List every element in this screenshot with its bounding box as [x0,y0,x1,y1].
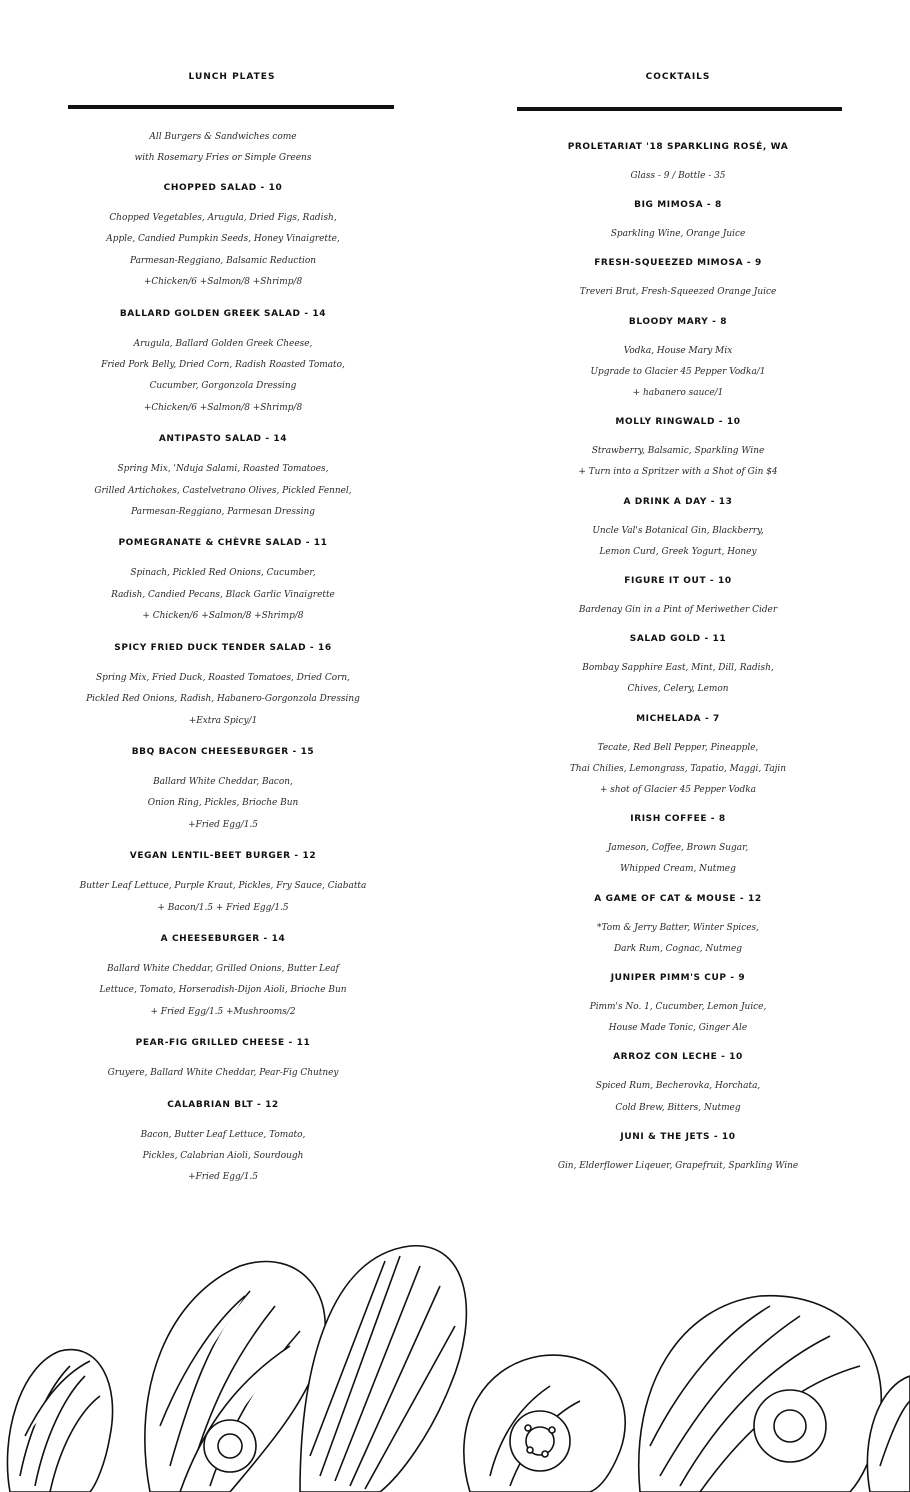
description-line: +Chicken/6 +Salmon/8 +Shrimp/8 [143,277,303,288]
menu-item-description [446,600,910,621]
menu-item-description [0,668,446,732]
menu-item-name: A CHEESEBURGER - 14 [160,933,286,944]
description-line: Upgrade to Glacier 45 Pepper Vodka/1 [590,366,766,377]
menu-item-description [0,334,446,420]
menu-item-description [446,441,910,483]
menu-item-description [0,1125,446,1189]
menu-item-description [446,224,910,245]
description-line: Pimm's No. 1, Cucumber, Lemon Juice, [589,1002,767,1013]
menu-item-description [0,563,446,627]
description-line: Sparkling Wine, Orange Juice [610,229,746,240]
description-line: Pickles, Calabrian Aioli, Sourdough [142,1150,304,1161]
menu-item-name: JUNIPER PIMM'S CUP - 9 [610,973,746,984]
description-line: Spring Mix, 'Nduja Salami, Roasted Tomatoes, [117,464,329,475]
menu-item-name: ANTIPASTO SALAD - 14 [158,434,288,445]
description-line: Chives, Celery, Lemon [627,684,729,695]
description-line: Fried Pork Belly, Dried Corn, Radish Roasted Tomato, [101,360,345,371]
menu-item-name: CALABRIAN BLT - 12 [167,1099,279,1110]
description-line: Gruyere, Ballard White Cheddar, Pear-Fig Chutney [107,1068,339,1079]
menu-item-name: BIG MIMOSA - 8 [634,200,722,211]
description-line: Spiced Rum, Becherovka, Horchata, [595,1081,761,1092]
description-line: Lemon Curd, Greek Yogurt, Honey [599,546,757,557]
description-line: Apple, Candied Pumpkin Seeds, Honey Vinaigrette, [106,234,340,245]
flower-fan [300,1246,466,1492]
description-line: +Extra Spicy/1 [188,715,258,726]
menu-item-description [0,1063,446,1084]
menu-item-name: PROLETARIAT '18 SPARKLING ROSÉ, WA [567,142,789,152]
description-line: Arugula, Ballard Golden Greek Cheese, [133,338,313,349]
lunch-items [0,127,446,1199]
description-line: Bombay Sapphire East, Mint, Dill, Radish, [582,663,774,674]
floral-illustration [0,1236,910,1492]
description-line: Chopped Vegetables, Arugula, Dried Figs, Radish, [109,213,337,223]
menu-item-name: MICHELADA - 7 [636,713,720,724]
description-line: + Chicken/6 +Salmon/8 +Shrimp/8 [142,611,304,622]
flower-right-fan [639,1296,882,1492]
description-line: House Made Tonic, Ginger Ale [608,1023,748,1034]
flower-left [7,1350,112,1492]
flower-center-left [145,1262,325,1492]
menu-item-name: A DRINK A DAY - 13 [623,496,733,507]
description-line: + Fried Egg/1.5 +Mushrooms/2 [150,1006,296,1017]
menu-item-description [0,959,446,1023]
menu-item-name: BBQ BACON CHEESEBURGER - 15 [131,746,315,757]
description-line: +Fried Egg/1.5 [188,1172,258,1183]
description-line: Onion Ring, Pickles, Brioche Bun [147,798,299,809]
description-line: Whipped Cream, Nutmeg [620,864,736,875]
description-line: *Tom & Jerry Batter, Winter Spices, [597,922,759,933]
menu-item-description [446,997,910,1039]
description-line: Lettuce, Tomato, Horseradish-Dijon Aioli, Brioche Bun [99,985,347,996]
menu-item-description [0,208,446,294]
menu-item-name: POMEGRANATE & CHÈVRE SALAD - 11 [118,538,328,549]
menu-item-description [446,1076,910,1118]
menu-item-name: SALAD GOLD - 11 [629,634,727,645]
menu-item-name: A GAME OF CAT & MOUSE - 12 [594,893,762,904]
description-line: Grilled Artichokes, Castelvetrano Olives, Pickled Fennel, [94,485,352,496]
description-line: +Chicken/6 +Salmon/8 +Shrimp/8 [143,402,303,413]
description-line: Ballard White Cheddar, Bacon, [153,776,293,787]
description-line: Parmesan-Reggiano, Parmesan Dressing [131,507,315,518]
cocktail-items [446,137,910,1185]
description-line: Bardenay Gin in a Pint of Meriwether Cider [578,605,778,616]
description-line: Radish, Candied Pecans, Black Garlic Vinaigrette [111,589,335,600]
menu-item-name: MOLLY RINGWALD - 10 [615,417,741,428]
description-line: Bacon, Butter Leaf Lettuce, Tomato, [140,1129,306,1140]
menu-item-description [446,738,910,802]
menu-item-description [0,772,446,836]
menu-item-description [446,341,910,405]
cocktails-title: COCKTAILS [645,72,711,82]
description-line: Uncle Val's Botanical Gin, Blackberry, [592,525,764,536]
description-line: Vodka, House Mary Mix [623,345,733,356]
description-line: + habanero sauce/1 [632,388,724,399]
description-line: + Turn into a Spritzer with a Shot of Gin $4 [578,467,778,478]
menu-item-name: VEGAN LENTIL-BEET BURGER - 12 [129,851,317,862]
description-line: + Bacon/1.5 + Fried Egg/1.5 [157,902,289,913]
menu-item-description [446,838,910,880]
menu-item-name: BALLARD GOLDEN GREEK SALAD - 14 [119,308,327,319]
menu-item-description [446,282,910,303]
menu-item-description [446,918,910,960]
menu-item-name: CHOPPED SALAD - 10 [163,183,283,193]
lunch-plates-title: LUNCH PLATES [188,72,276,82]
menu-item-name: JUNI & THE JETS - 10 [620,1131,736,1142]
description-line: + shot of Glacier 45 Pepper Vodka [599,785,757,796]
menu-item-description [0,876,446,919]
menu-item-name: IRISH COFFEE - 8 [630,814,726,825]
menu-item-description [446,658,910,700]
description-line: Gin, Elderflower Liqeuer, Grapefruit, Sparkling Wine [557,1160,799,1171]
intro-line: with Rosemary Fries or Simple Greens [134,153,312,163]
description-line: +Fried Egg/1.5 [188,819,258,830]
description-line: Parmesan-Reggiano, Balsamic Reduction [129,255,317,266]
description-line: Spinach, Pickled Red Onions, Cucumber, [130,568,316,579]
menu-item-name: SPICY FRIED DUCK TENDER SALAD - 16 [114,642,332,653]
menu-item-description [0,459,446,523]
menu-item-description [446,521,910,563]
menu-item-name: BLOODY MARY - 8 [628,316,728,327]
description-line: Treveri Brut, Fresh-Squeezed Orange Juice [579,287,777,298]
menu-item-description [446,1156,910,1177]
menu-item-name: FRESH-SQUEEZED MIMOSA - 9 [594,258,762,269]
intro-line: All Burgers & Sandwiches come [149,132,297,142]
menu-item-description [446,166,910,187]
description-line: Jameson, Coffee, Brown Sugar, [607,843,749,854]
menu-item-name: FIGURE IT OUT - 10 [624,576,732,587]
description-line: Tecate, Red Bell Pepper, Pineapple, [597,742,759,753]
description-line: Cucumber, Gorgonzola Dressing [149,381,297,392]
description-line: Butter Leaf Lettuce, Purple Kraut, Pickles, Fry Sauce, Ciabatta [79,881,367,892]
lunch-title-underline [68,105,394,109]
flower-center [464,1355,625,1492]
menu-item-name: PEAR-FIG GRILLED CHEESE - 11 [135,1038,311,1049]
lunch-intro [0,127,446,169]
description-line: Ballard White Cheddar, Grilled Onions, Butter Leaf [107,963,339,974]
menu-item-name: ARROZ CON LECHE - 10 [613,1052,743,1063]
description-line: Strawberry, Balsamic, Sparkling Wine [591,446,765,457]
cocktails-title-underline [517,107,842,111]
description-line: Cold Brew, Bitters, Nutmeg [615,1102,741,1113]
description-line: Thai Chilies, Lemongrass, Tapatio, Maggi, Tajin [569,763,787,774]
description-line: Glass - 9 / Bottle - 35 [630,171,726,181]
description-line: Dark Rum, Cognac, Nutmeg [613,943,743,954]
description-line: Spring Mix, Fried Duck, Roasted Tomatoes, Dried Corn, [96,672,350,683]
description-line: Pickled Red Onions, Radish, Habanero-Gorgonzola Dressing [86,694,360,705]
